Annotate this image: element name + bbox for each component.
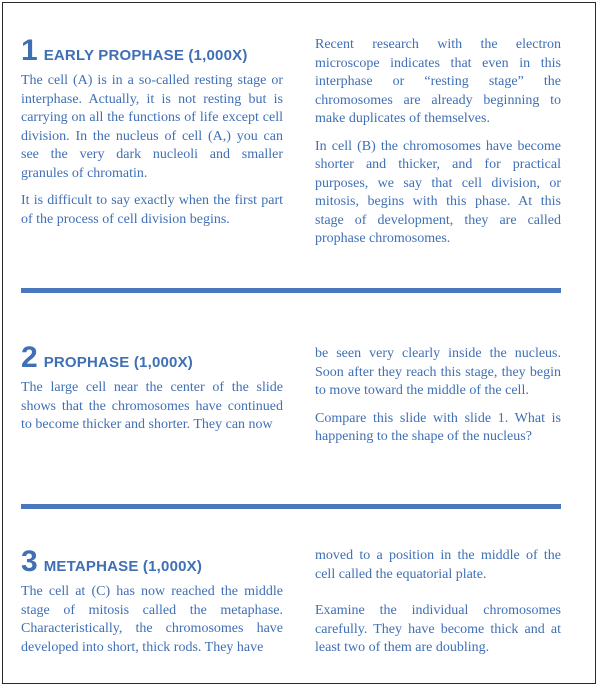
section-1-paragraph: It is difficult to say exactly when the first part of the process of cell division begins. [21, 193, 283, 227]
section-3-paragraph: moved to a position in the middle of the cell called the equatorial plate. [315, 548, 561, 582]
section-3-paragraph: The cell at (C) has now reached the middle stage of mitosis called the metaphase. Characteristically, the chromosomes have developed into short, thick rods. They have [21, 584, 283, 655]
section-1-number: 1 [21, 34, 38, 67]
section-2-number: 2 [21, 341, 38, 374]
section-2-paragraph: be seen very clearly inside the nucleus. Soon after they reach this stage, they begin to move toward the middle of the cell. [315, 346, 561, 398]
section-1-heading [21, 36, 283, 66]
section-1-paragraph: Recent research with the electron microscope indicates that even in this interphase or “resting stage” the chromosomes are already beginning to make duplicates of themselves. [315, 37, 561, 126]
section-2-left-column [21, 343, 283, 444]
section-divider [21, 504, 561, 509]
section-1-title: EARLY PROPHASE (1,000X) [43, 47, 248, 64]
section-3-title: METAPHASE (1,000X) [43, 558, 203, 575]
section-1-left-column [21, 36, 283, 238]
section-2-title: PROPHASE (1,000X) [43, 354, 193, 371]
section-1-paragraph: The cell (A) is in a so-called resting stage or interphase. Actually, it is not resting but is carrying on all the functions of life except cell division. In the nucleus of cell (A,) you can see the very dark nucleoli and smaller granules of chromatin. [21, 73, 283, 181]
document-page [2, 2, 596, 684]
section-2-paragraph: The large cell near the center of the slide shows that the chromosomes have continued to become thicker and shorter. They can now [21, 380, 283, 432]
section-3-paragraph: Examine the individual chromosomes carefully. They have become thick and at least two of them are doubling. [315, 603, 561, 655]
section-2-heading [21, 343, 283, 373]
section-3-number: 3 [21, 545, 38, 578]
section-divider [21, 288, 561, 293]
section-3-heading [21, 547, 283, 577]
section-2-right-column [315, 345, 561, 456]
section-1-right-column [315, 36, 561, 258]
section-1-paragraph: In cell (B) the chromosomes have become shorter and thicker, and for practical purposes, we say that cell division, or mitosis, begins with this phase. At this stage of development, they are called prophase chromosomes. [315, 138, 561, 246]
section-2-paragraph: Compare this slide with slide 1. What is happening to the shape of the nucleus? [315, 410, 561, 444]
section-3-right-column [315, 547, 561, 667]
section-3-left-column [21, 547, 283, 666]
